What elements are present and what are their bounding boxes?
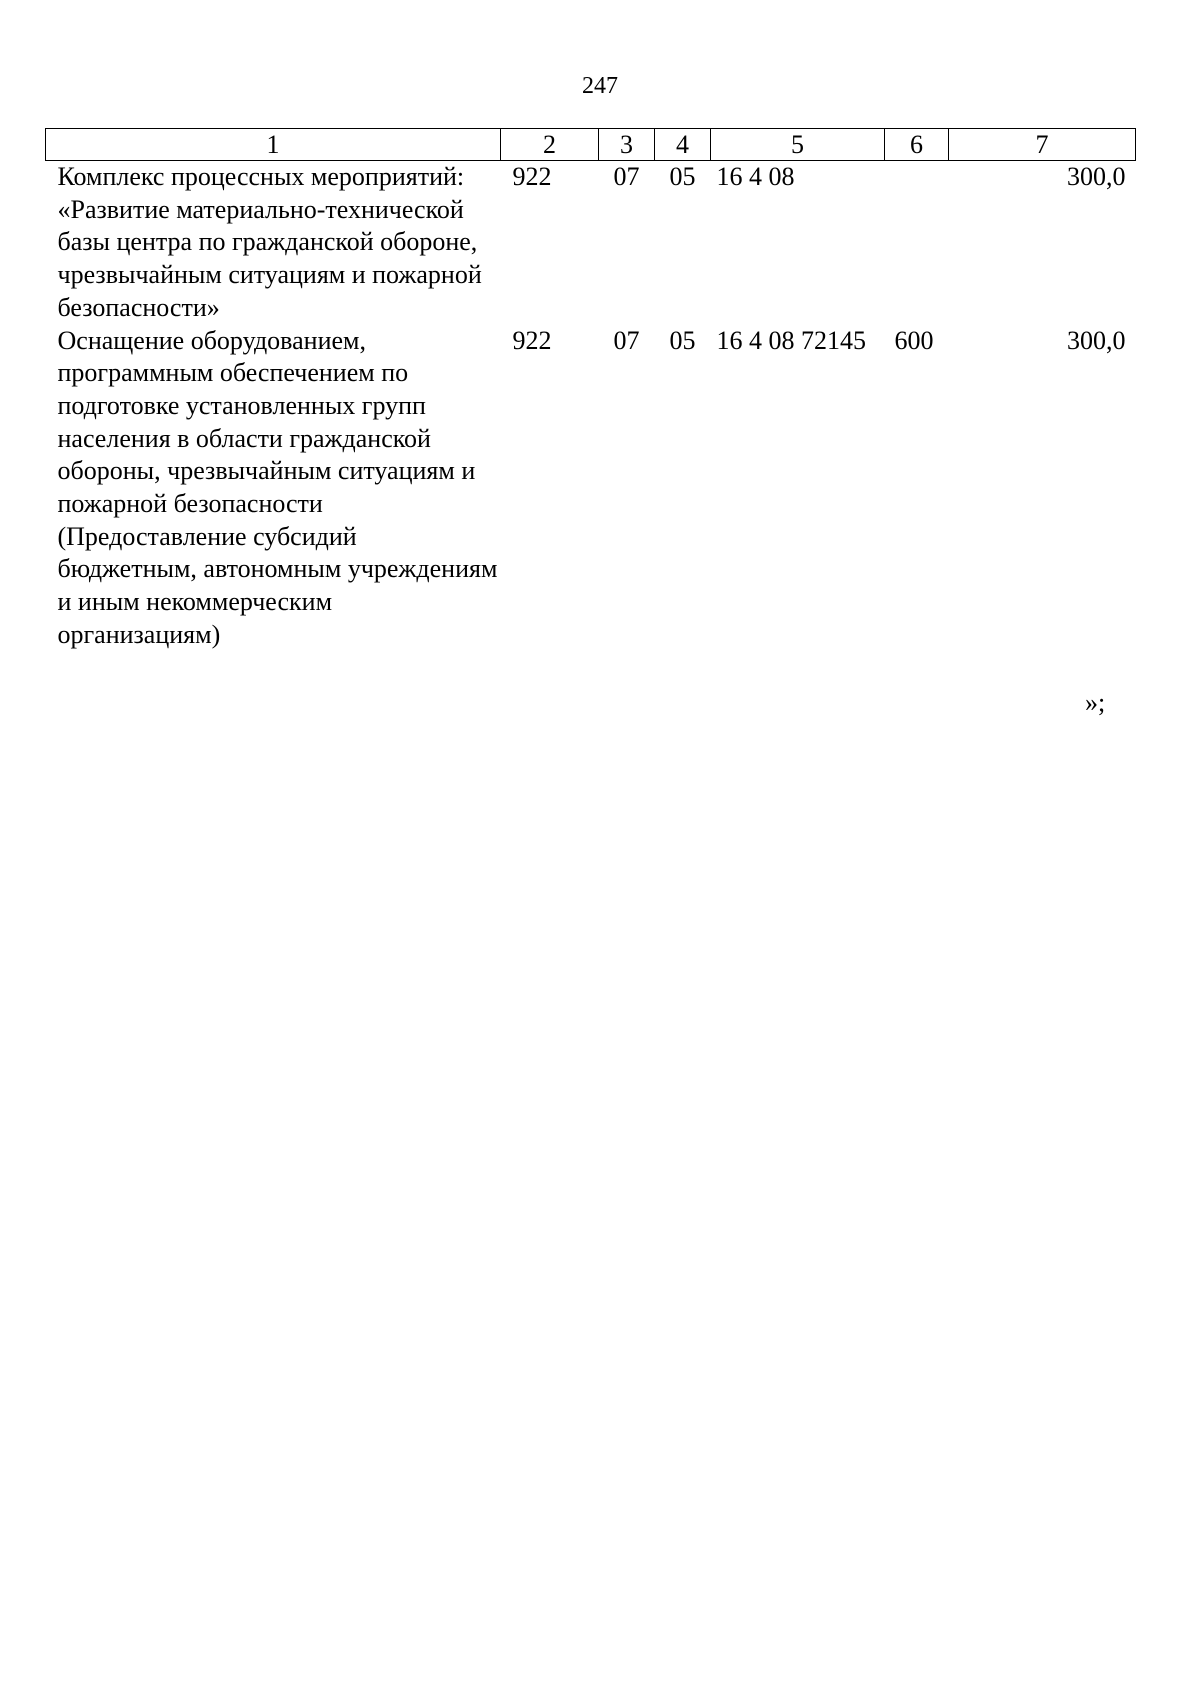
table-row bbox=[46, 161, 1136, 325]
row-col-2: 922 bbox=[512, 325, 552, 355]
header-col-2: 2 bbox=[501, 129, 599, 161]
header-col-5: 5 bbox=[711, 129, 885, 161]
row-col-5: 16 4 08 bbox=[716, 162, 795, 191]
row-col-4: 05 bbox=[669, 162, 696, 191]
budget-table bbox=[45, 128, 1136, 652]
row-col-7: 300,0 bbox=[1067, 325, 1126, 355]
row-col-5: 16 4 08 72145 bbox=[716, 325, 866, 355]
row-col-3: 07 bbox=[613, 162, 640, 191]
header-col-4: 4 bbox=[655, 129, 711, 161]
header-col-7: 7 bbox=[949, 129, 1136, 161]
row-col-2: 922 bbox=[512, 162, 552, 191]
header-col-6: 6 bbox=[885, 129, 949, 161]
table-row bbox=[46, 325, 1136, 652]
row-name: Оснащение оборудованием, программным обеспечением по подготовке установленных групп населения в области гражданской обороны, чрезвычайным ситуациям и пожарной безопасности (Предоставление субсидий бюджетным, автономным учреждениям и иным некоммерческим организациям) bbox=[57, 325, 498, 649]
page-number: 247 bbox=[582, 73, 618, 99]
row-col-7: 300,0 bbox=[1067, 162, 1126, 191]
row-col-3: 07 bbox=[613, 325, 640, 355]
header-row bbox=[46, 129, 1136, 161]
row-col-4: 05 bbox=[669, 325, 696, 355]
header-col-1: 1 bbox=[46, 129, 501, 161]
row-col-6: 600 bbox=[894, 325, 934, 355]
row-col-6 bbox=[885, 161, 949, 325]
row-name: Комплекс процессных мероприятий: «Развитие материально-технической базы центра по гражданской обороне, чрезвычайным ситуациям и пожарной безопасности» bbox=[57, 162, 482, 322]
closing-quote-mark: »; bbox=[1085, 688, 1106, 717]
header-col-3: 3 bbox=[599, 129, 655, 161]
